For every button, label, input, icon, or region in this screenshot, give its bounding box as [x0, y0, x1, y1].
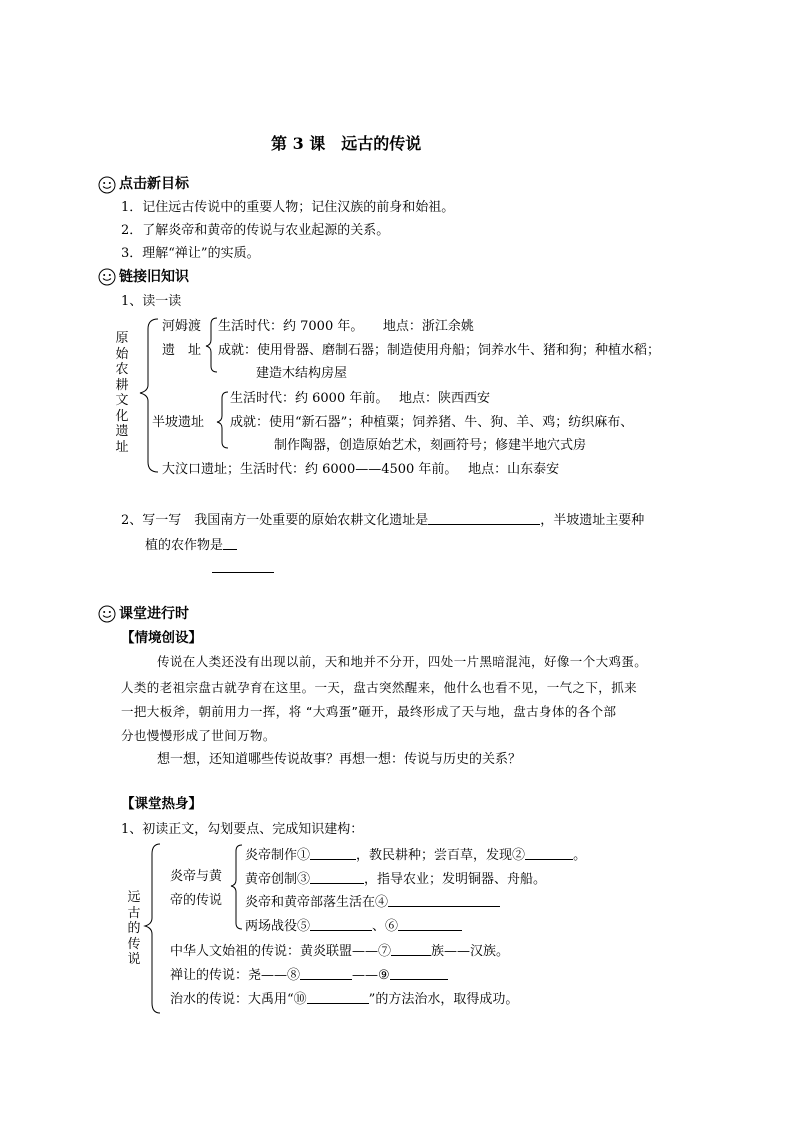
scenario-paragraph: 一把大板斧，朝前用力一挥，将 “大鸡蛋”砸开，最终形成了天与地，盘古身体的各个部 [121, 704, 617, 719]
hemudu-time: 生活时代：约 7000 年。 地点：浙江余姚 [218, 319, 474, 334]
knowledge-line [245, 918, 462, 933]
write-prefix: 2、写一写 我国南方一处重要的原始农耕文化遗址是 [121, 513, 429, 528]
answer-blank[interactable] [390, 967, 448, 980]
knowledge-line [170, 991, 518, 1006]
banpo-achievement: 成就：使用“新石器”；种植粟；饲养猪、牛、狗、羊、鸡；纺织麻布、 [230, 415, 634, 430]
blank-number: ② [512, 848, 526, 863]
text: 炎帝和黄帝部落生活在 [245, 895, 376, 910]
yanhuang-label: 炎帝与黄 [170, 869, 223, 884]
goal-item: 2．了解炎帝和黄帝的传说与农业起源的关系。 [121, 223, 390, 238]
text: 两场战役 [245, 919, 298, 934]
answer-blank[interactable] [310, 918, 372, 931]
banpo-achievement: 制作陶器，创造原始艺术，刻画符号；修建半地穴式房 [274, 438, 587, 453]
text: ”的方法治水，取得成功。 [368, 992, 519, 1007]
hemudu-achievement: 建造木结构房屋 [256, 366, 348, 381]
answer-blank[interactable] [307, 991, 369, 1004]
vertical-label-sites: 原始农耕文化遗址 [115, 331, 129, 455]
answer-blank[interactable] [398, 918, 462, 931]
text: 中华人文始祖的传说：黄炎联盟—— [170, 944, 379, 959]
blank-number: ⑥ [385, 919, 399, 934]
scenario-question: 想一想，还知道哪些传说故事？再想一想：传说与历史的关系？ [157, 752, 522, 767]
text: ，指导农业；发明铜器、舟船。 [364, 872, 547, 887]
text: 禅让的传说：尧—— [170, 968, 288, 983]
page-title: 第 3 课 远古的传说 [271, 134, 422, 153]
yanhuang-label: 帝的传说 [170, 893, 223, 908]
answer-blank[interactable] [388, 894, 500, 907]
text: —— [352, 968, 379, 983]
knowledge-line [170, 967, 448, 982]
section-heading-review: 链接旧知识 [119, 269, 189, 285]
section-heading-class: 课堂进行时 [119, 606, 189, 622]
blank-number: ⑤ [297, 919, 311, 934]
hemudu-name: 遗 址 [162, 343, 202, 358]
warmup-instruction: 1、初读正文，勾划要点、完成知识建构： [121, 822, 364, 837]
text: 黄帝创制 [245, 872, 298, 887]
blank-number: ⑨ [378, 968, 390, 983]
answer-blank[interactable] [300, 967, 352, 980]
banpo-name: 半坡遗址 [152, 415, 205, 430]
answer-blank[interactable] [391, 943, 431, 956]
text: ，教民耕种；尝百草，发现 [356, 848, 513, 863]
hemudu-name: 河姆渡 [162, 319, 202, 334]
blank-number: ⑦ [378, 944, 392, 959]
knowledge-line [245, 871, 546, 886]
answer-blank[interactable] [310, 847, 356, 860]
blank-number: ③ [297, 872, 311, 887]
goal-item: 3．理解“禅让”的实质。 [121, 246, 260, 261]
hemudu-achievement: 成就：使用骨器、磨制石器；制造使用舟船；饲养水牛、猪和狗；种植水稻； [218, 343, 661, 358]
knowledge-line [245, 847, 586, 862]
scenario-paragraph: 人类的老祖宗盘古就孕育在这里。一天，盘古突然醒来，他什么也看不见，一气之下，抓来 [121, 680, 638, 695]
text: 、 [372, 919, 386, 934]
scenario-paragraph: 分也慢慢形成了世间万物。 [121, 728, 276, 743]
scenario-heading: 【情境创设】 [121, 630, 202, 646]
blank-number: ④ [375, 895, 389, 910]
answer-blank[interactable] [310, 871, 364, 884]
text: 炎帝制作 [245, 848, 298, 863]
knowledge-line [245, 894, 500, 909]
text: 治水的传说：大禹用“ [170, 992, 294, 1007]
write-line2: 植的农作物是 [145, 538, 224, 553]
knowledge-line [170, 943, 509, 958]
text: 族——汉族。 [431, 944, 510, 959]
banpo-time: 生活时代：约 6000 年前。 地点：陕西西安 [230, 391, 490, 406]
read-heading: 1、读一读 [121, 294, 182, 309]
goal-item: 1．记住远古传说中的重要人物；记住汉族的前身和始祖。 [121, 200, 455, 215]
section-heading-goals: 点击新目标 [119, 176, 189, 192]
write-middle: ，半坡遗址主要种 [540, 513, 645, 528]
blank-number: ⑩ [293, 992, 307, 1007]
warmup-heading: 【课堂热身】 [121, 796, 202, 812]
blank-number: ⑧ [287, 968, 301, 983]
answer-blank[interactable] [525, 847, 573, 860]
text: 。 [573, 848, 587, 863]
vertical-label-legends: 远古的传说 [127, 890, 141, 967]
blank-number: ① [297, 848, 311, 863]
dawenkou-line: 大汶口遗址；生活时代：约 6000——4500 年前。 地点：山东泰安 [162, 462, 560, 477]
scenario-paragraph: 传说在人类还没有出现以前，天和地并不分开，四处一片黑暗混沌，好像一个大鸡蛋。 [157, 654, 648, 669]
